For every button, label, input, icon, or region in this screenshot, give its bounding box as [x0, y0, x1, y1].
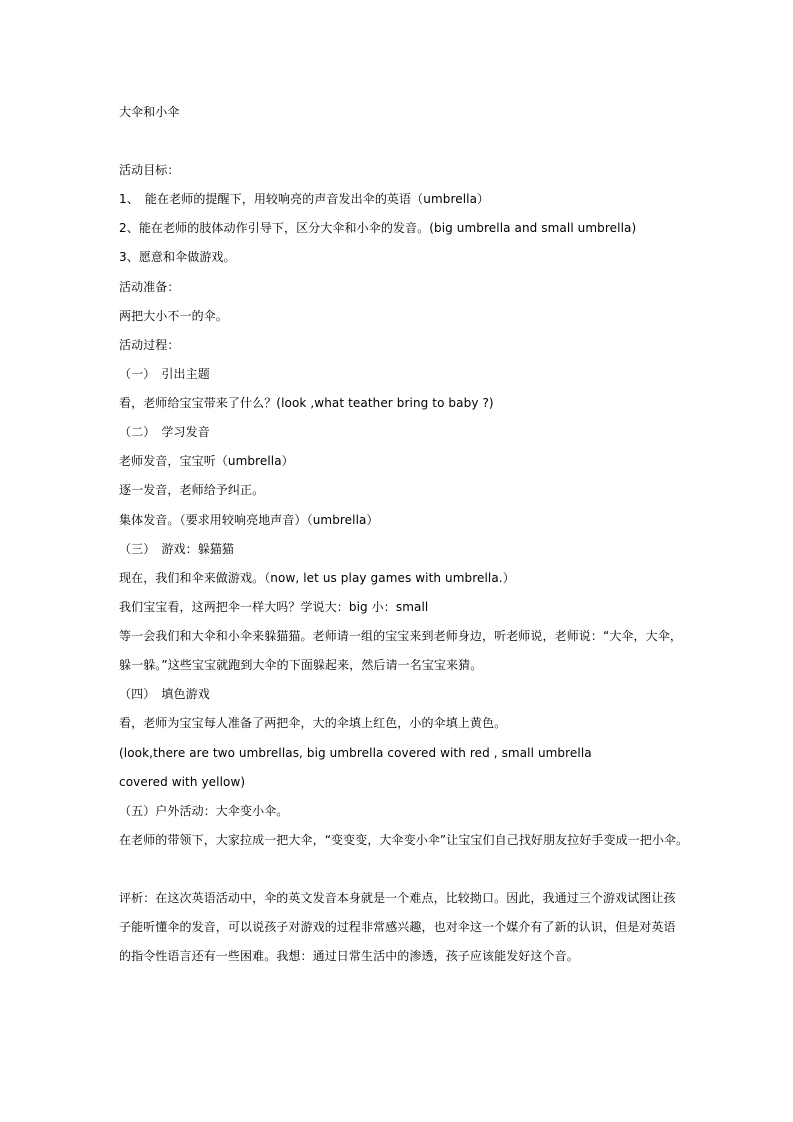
- step-5-title: （五）户外活动：大伞变小伞。: [119, 804, 289, 818]
- review-line-3: 的指令性语言还有一些困难。我想：通过日常生活中的渗透，孩子应该能发好这个音。: [119, 949, 579, 963]
- step-5-text: 在老师的带领下，大家拉成一把大伞，“变变变，大伞变小伞”让宝宝们自己找好朋友拉好手变成一把小伞。: [119, 833, 689, 847]
- step-3-text-2: 我们宝宝看，这两把伞一样大吗？学说大：big 小：small: [119, 600, 429, 614]
- step-3-title: （三） 游戏：躲猫猫: [119, 542, 235, 556]
- step-3-text-1: 现在，我们和伞来做游戏。（now, let us play games with umbrella.）: [119, 571, 515, 585]
- step-4-title: （四） 填色游戏: [119, 687, 210, 701]
- step-4-text-2b: covered with yellow): [119, 775, 246, 789]
- goal-1: 1、 能在老师的提醒下，用较响亮的声音发出伞的英语（umbrella）: [119, 192, 490, 206]
- step-2-text-3: 集体发音。（要求用较响亮地声音）（umbrella）: [119, 513, 379, 527]
- document-title: 大伞和小伞: [119, 105, 180, 119]
- prep-heading: 活动准备：: [119, 280, 180, 294]
- goal-3: 3、愿意和伞做游戏。: [119, 250, 236, 264]
- step-4-text-2a: (look,there are two umbrellas, big umbrella covered with red , small umbrella: [119, 746, 592, 760]
- step-3-text-3a: 等一会我们和大伞和小伞来躲猫猫。老师请一组的宝宝来到老师身边，听老师说，老师说：“大伞，大伞，: [119, 629, 682, 643]
- step-4-text-1: 看，老师为宝宝每人准备了两把伞，大的伞填上红色，小的伞填上黄色。: [119, 716, 507, 730]
- step-2-title: （二） 学习发音: [119, 425, 210, 439]
- prep-text: 两把大小不一的伞。: [119, 309, 228, 323]
- step-2-text-2: 逐一发音，老师给予纠正。: [119, 483, 265, 497]
- goals-heading: 活动目标：: [119, 163, 180, 177]
- step-1-text: 看，老师给宝宝带来了什么？(look ,what teather bring to baby ?): [119, 396, 494, 410]
- step-1-title: （一） 引出主题: [119, 367, 210, 381]
- review-line-1: 评析：在这次英语活动中，伞的英文发音本身就是一个难点，比较拗口。因此，我通过三个游戏试图让孩: [119, 891, 676, 905]
- step-3-text-3b: 躲一躲。”这些宝宝就跑到大伞的下面躲起来，然后请一名宝宝来猜。: [119, 658, 483, 672]
- step-2-text-1: 老师发音，宝宝听（umbrella）: [119, 454, 294, 468]
- goal-2: 2、能在老师的肢体动作引导下，区分大伞和小伞的发音。(big umbrella and small umbrella): [119, 221, 637, 235]
- process-heading: 活动过程：: [119, 338, 180, 352]
- review-line-2: 子能听懂伞的发音，可以说孩子对游戏的过程非常感兴趣，也对伞这一个媒介有了新的认识，但是对英语: [119, 920, 676, 934]
